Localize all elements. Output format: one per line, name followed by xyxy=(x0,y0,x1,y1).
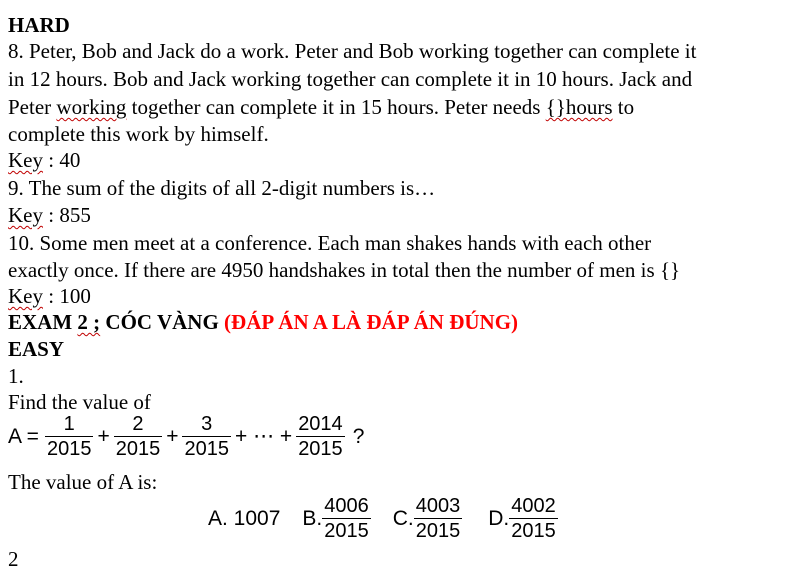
fraction-term-last: $\frac{2014}{2015}$ xyxy=(298,413,343,460)
plus-sign: + xyxy=(166,424,179,448)
q1-options xyxy=(208,494,558,543)
option-c-label: C. xyxy=(392,506,414,530)
key-label: Key xyxy=(8,284,43,308)
q8-key xyxy=(8,147,80,173)
plus-sign: + xyxy=(97,424,110,448)
key-value: : 40 xyxy=(43,148,81,172)
exam-note: (ĐÁP ÁN A LÀ ĐÁP ÁN ĐÚNG) xyxy=(224,310,519,334)
q10-line-1: 10. Some men meet at a conference. Each man shakes hands with each other xyxy=(8,231,652,255)
fraction-term-2: $\frac{2}{2015}$ xyxy=(115,413,161,460)
option-b-fraction: $\frac{4006}{2015}$ xyxy=(324,495,369,542)
key-value: : 100 xyxy=(43,284,91,308)
option-d-fraction: $\frac{4002}{2015}$ xyxy=(511,495,556,542)
option-b-label: B. xyxy=(302,506,323,530)
spellcheck-hours: {}hours xyxy=(545,95,613,119)
q1-equation xyxy=(8,412,364,461)
q9-line-1: 9. The sum of the digits of all 2-digit numbers is… xyxy=(8,176,436,200)
exam-heading: EXAM 2 ; CÓC VÀNG (ĐÁP ÁN A LÀ ĐÁP ÁN ĐÚNG) xyxy=(8,310,519,334)
fraction-term-3: $\frac{3}{2015}$ xyxy=(184,413,229,460)
option-c-fraction: $\frac{4003}{2015}$ xyxy=(415,495,461,542)
section-easy-heading: EASY xyxy=(8,337,65,361)
ellipsis-sum: + ⋯ + xyxy=(234,425,293,448)
q8-line-1: 8. Peter, Bob and Jack do a work. Peter and Bob working together can complete it xyxy=(8,39,697,63)
q8-line-4: complete this work by himself. xyxy=(8,122,269,146)
key-value: : 855 xyxy=(43,203,91,227)
q8-line-2: in 12 hours. Bob and Jack working together can complete it in 10 hours. Jack and xyxy=(8,67,693,91)
q10-key xyxy=(8,283,91,309)
option-a: A. 1007 xyxy=(208,506,281,530)
next-question-number: 2 xyxy=(8,547,19,571)
option-d-label: D. xyxy=(488,506,510,530)
equation-lhs: A = xyxy=(8,424,39,448)
question-mark: ? xyxy=(352,424,365,448)
q1-prompt: Find the value of xyxy=(8,390,151,414)
fraction-term-1: $\frac{1}{2015}$ xyxy=(46,413,92,460)
section-hard-heading: HARD xyxy=(8,13,70,37)
q10-line-2: exactly once. If there are 4950 handshakes in total then the number of men is {} xyxy=(8,258,681,282)
key-label: Key xyxy=(8,148,43,172)
exam-number: 2 ; xyxy=(77,310,101,334)
q1-number: 1. xyxy=(8,364,24,388)
spellcheck-working: working xyxy=(56,95,127,119)
q1-value-line: The value of A is: xyxy=(8,470,158,494)
q8-line-3: Peter working together can complete it in 15 hours. Peter needs {}hours to xyxy=(8,95,635,119)
key-label: Key xyxy=(8,203,43,227)
q9-key xyxy=(8,202,91,228)
